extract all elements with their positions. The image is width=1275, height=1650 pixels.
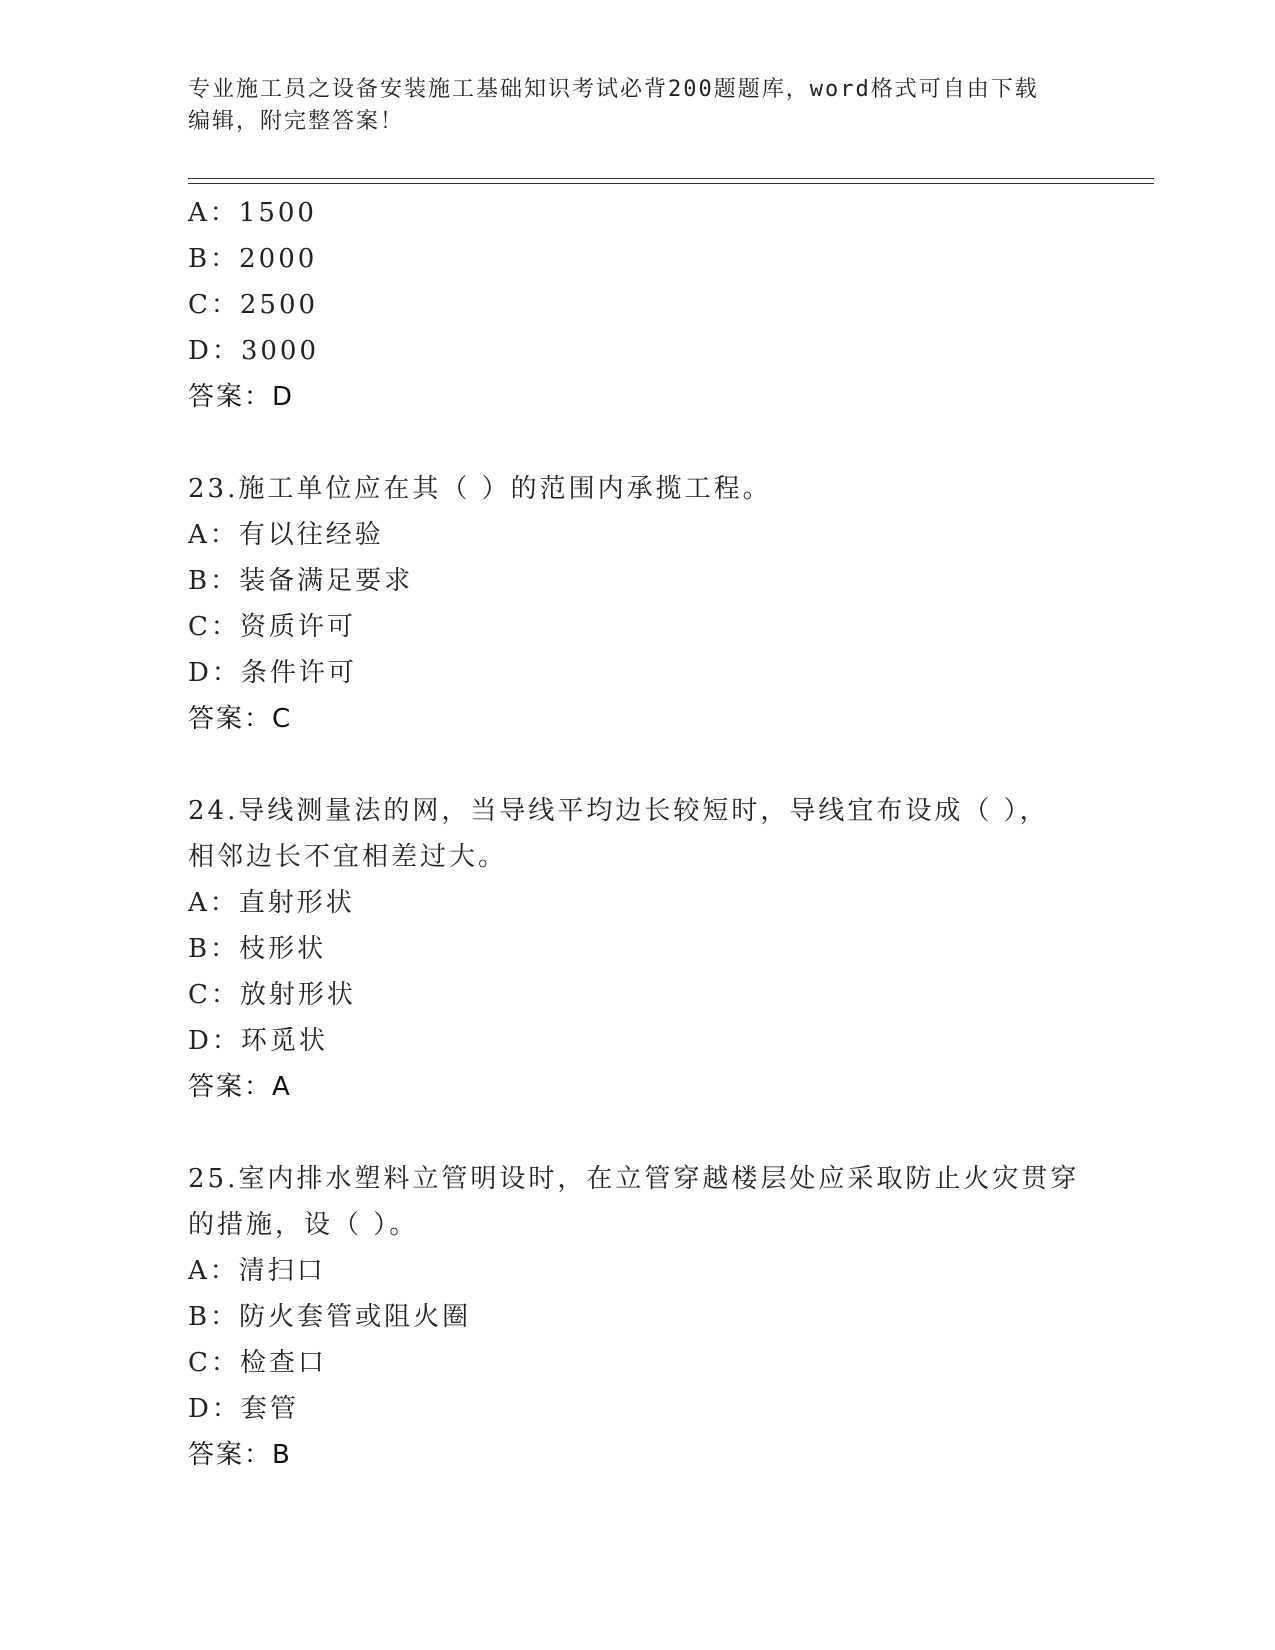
- header-title-line-1: 专业施工员之设备安装施工基础知识考试必背200题题库，word格式可自由下载: [188, 77, 1039, 102]
- question-24: [188, 788, 1088, 1110]
- option-c: C：检查口: [188, 1348, 327, 1378]
- question-22: [188, 190, 1088, 420]
- answer-text: 答案：C: [188, 704, 293, 734]
- option-d: D：条件许可: [188, 658, 357, 688]
- spacer: [188, 742, 1088, 788]
- header-title-line-2: 编辑，附完整答案！: [188, 109, 405, 134]
- option-a: A：有以往经验: [188, 520, 384, 550]
- option-c: C：资质许可: [188, 612, 356, 642]
- question-23: [188, 466, 1088, 742]
- question-stem-line-2: 的措施，设（ ）。: [188, 1210, 419, 1240]
- option-b: B：2000: [188, 244, 318, 274]
- header-divider-top: [188, 178, 1154, 179]
- option-b: B：装备满足要求: [188, 566, 414, 596]
- question-25: [188, 1156, 1088, 1478]
- question-stem: 23.施工单位应在其（ ）的范围内承揽工程。: [188, 474, 772, 504]
- option-d: D：环觅状: [188, 1026, 328, 1056]
- option-a: A：直射形状: [188, 888, 355, 918]
- option-d: D：3000: [188, 336, 320, 366]
- answer-text: 答案：B: [188, 1440, 292, 1470]
- header-divider-bottom: [188, 183, 1154, 184]
- option-b: B：防火套管或阻火圈: [188, 1302, 472, 1332]
- option-b: B：枝形状: [188, 934, 327, 964]
- answer-text: 答案：D: [188, 382, 295, 412]
- option-c: C：放射形状: [188, 980, 356, 1010]
- spacer: [188, 420, 1088, 466]
- question-list: [188, 190, 1088, 1478]
- option-a: A：1500: [188, 198, 317, 228]
- option-d: D：套管: [188, 1394, 299, 1424]
- option-a: A：清扫口: [188, 1256, 326, 1286]
- answer-text: 答案：A: [188, 1072, 292, 1102]
- question-stem-line-1: 24.导线测量法的网，当导线平均边长较短时，导线宜布设成（ ），: [188, 796, 1049, 826]
- document-header: [188, 74, 1088, 138]
- spacer: [188, 1110, 1088, 1156]
- question-stem-line-1: 25.室内排水塑料立管明设时，在立管穿越楼层处应采取防止火灾贯穿: [188, 1164, 1080, 1194]
- option-c: C：2500: [188, 290, 319, 320]
- question-stem-line-2: 相邻边长不宜相差过大。: [188, 842, 508, 872]
